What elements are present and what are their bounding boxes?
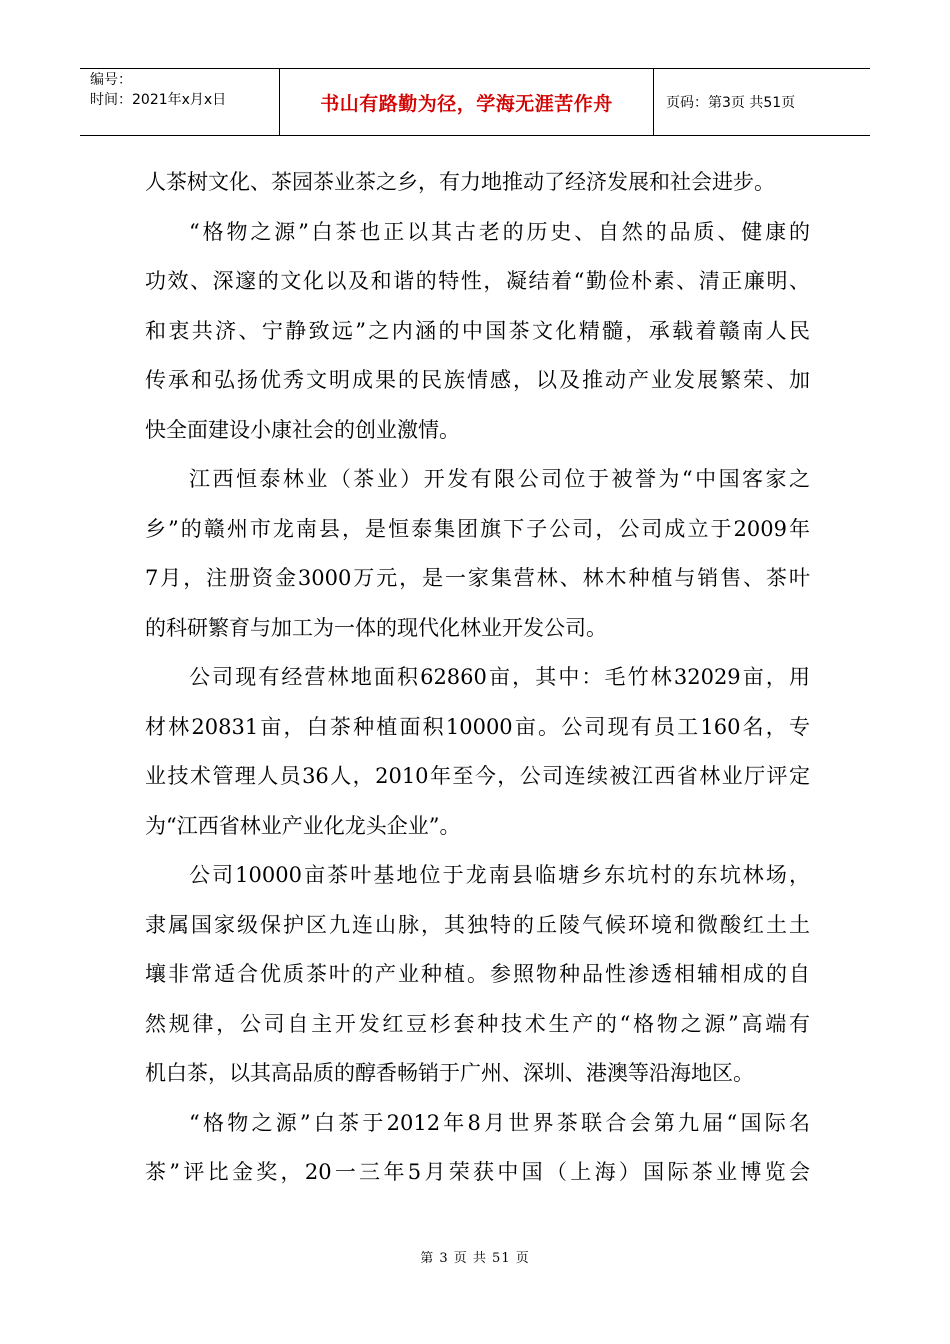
- body-line: 然规律，公司自主开发红豆杉套种技术生产的“格物之源”高端有: [145, 1011, 810, 1036]
- body-line: 公司现有经营林地面积62860亩，其中：毛竹林32029亩，用: [189, 665, 810, 689]
- document-body: [145, 158, 810, 1198]
- body-line: 业技术管理人员36人，2010年至今，公司连续被江西省林业厅评定: [145, 764, 810, 788]
- body-line: “格物之源”白茶于2012年8月世界茶联合会第九届“国际名: [189, 1110, 810, 1135]
- body-line: 乡”的赣州市龙南县，是恒泰集团旗下子公司，公司成立于2009年: [145, 516, 810, 541]
- body-line: 传承和弘扬优秀文明成果的民族情感，以及推动产业发展繁荣、加: [145, 368, 810, 392]
- header-meta-cell: [80, 69, 280, 135]
- motto-text: 书山有路勤为径，学海无涯苦作舟: [320, 92, 613, 115]
- document-date: 时间：2021年x月x日: [90, 92, 227, 108]
- body-line: 隶属国家级保护区九连山脉，其独特的丘陵气候环境和微酸红土土: [145, 912, 810, 937]
- body-line: “格物之源”白茶也正以其古老的历史、自然的品质、健康的: [189, 219, 810, 244]
- page-footer: 第 3 页 共 51 页: [420, 1251, 530, 1266]
- body-line: 机白茶，以其高品质的醇香畅销于广州、深圳、港澳等沿海地区。: [145, 1061, 754, 1085]
- body-line: 为“江西省林业产业化龙头企业”。: [145, 813, 461, 838]
- body-line: 材林20831亩，白茶种植面积10000亩。公司现有员工160名，专: [145, 714, 810, 739]
- page-header: [80, 68, 870, 136]
- body-line: 快全面建设小康社会的创业激情。: [145, 417, 460, 442]
- body-line: 的科研繁育与加工为一体的现代化林业开发公司。: [145, 615, 607, 640]
- body-line: 功效、深邃的文化以及和谐的特性，凝结着“勤俭朴素、清正廉明、: [145, 269, 810, 293]
- body-line: 茶”评比金奖，20一三年5月荣获中国（上海）国际茶业博览会: [145, 1160, 810, 1184]
- body-line: 和衷共济、宁静致远”之内涵的中国茶文化精髓，承载着赣南人民: [145, 318, 810, 343]
- header-page-cell: [654, 69, 870, 135]
- body-line: 壤非常适合优质茶叶的产业种植。参照物种品性渗透相辅相成的自: [145, 962, 810, 986]
- body-line: 江西恒泰林业（茶业）开发有限公司位于被誉为“中国客家之: [189, 467, 810, 491]
- document-number-label: 编号：: [90, 72, 132, 88]
- body-line: 公司10000亩茶叶基地位于龙南县临塘乡东坑村的东坑林场，: [189, 863, 810, 887]
- page-info: 页码：第3页 共51页: [666, 95, 796, 111]
- header-motto-cell: [280, 69, 654, 135]
- body-line: 人茶树文化、茶园茶业茶之乡，有力地推动了经济发展和社会进步。: [145, 170, 775, 194]
- body-line: 7月，注册资金3000万元，是一家集营林、林木种植与销售、茶叶: [145, 566, 810, 590]
